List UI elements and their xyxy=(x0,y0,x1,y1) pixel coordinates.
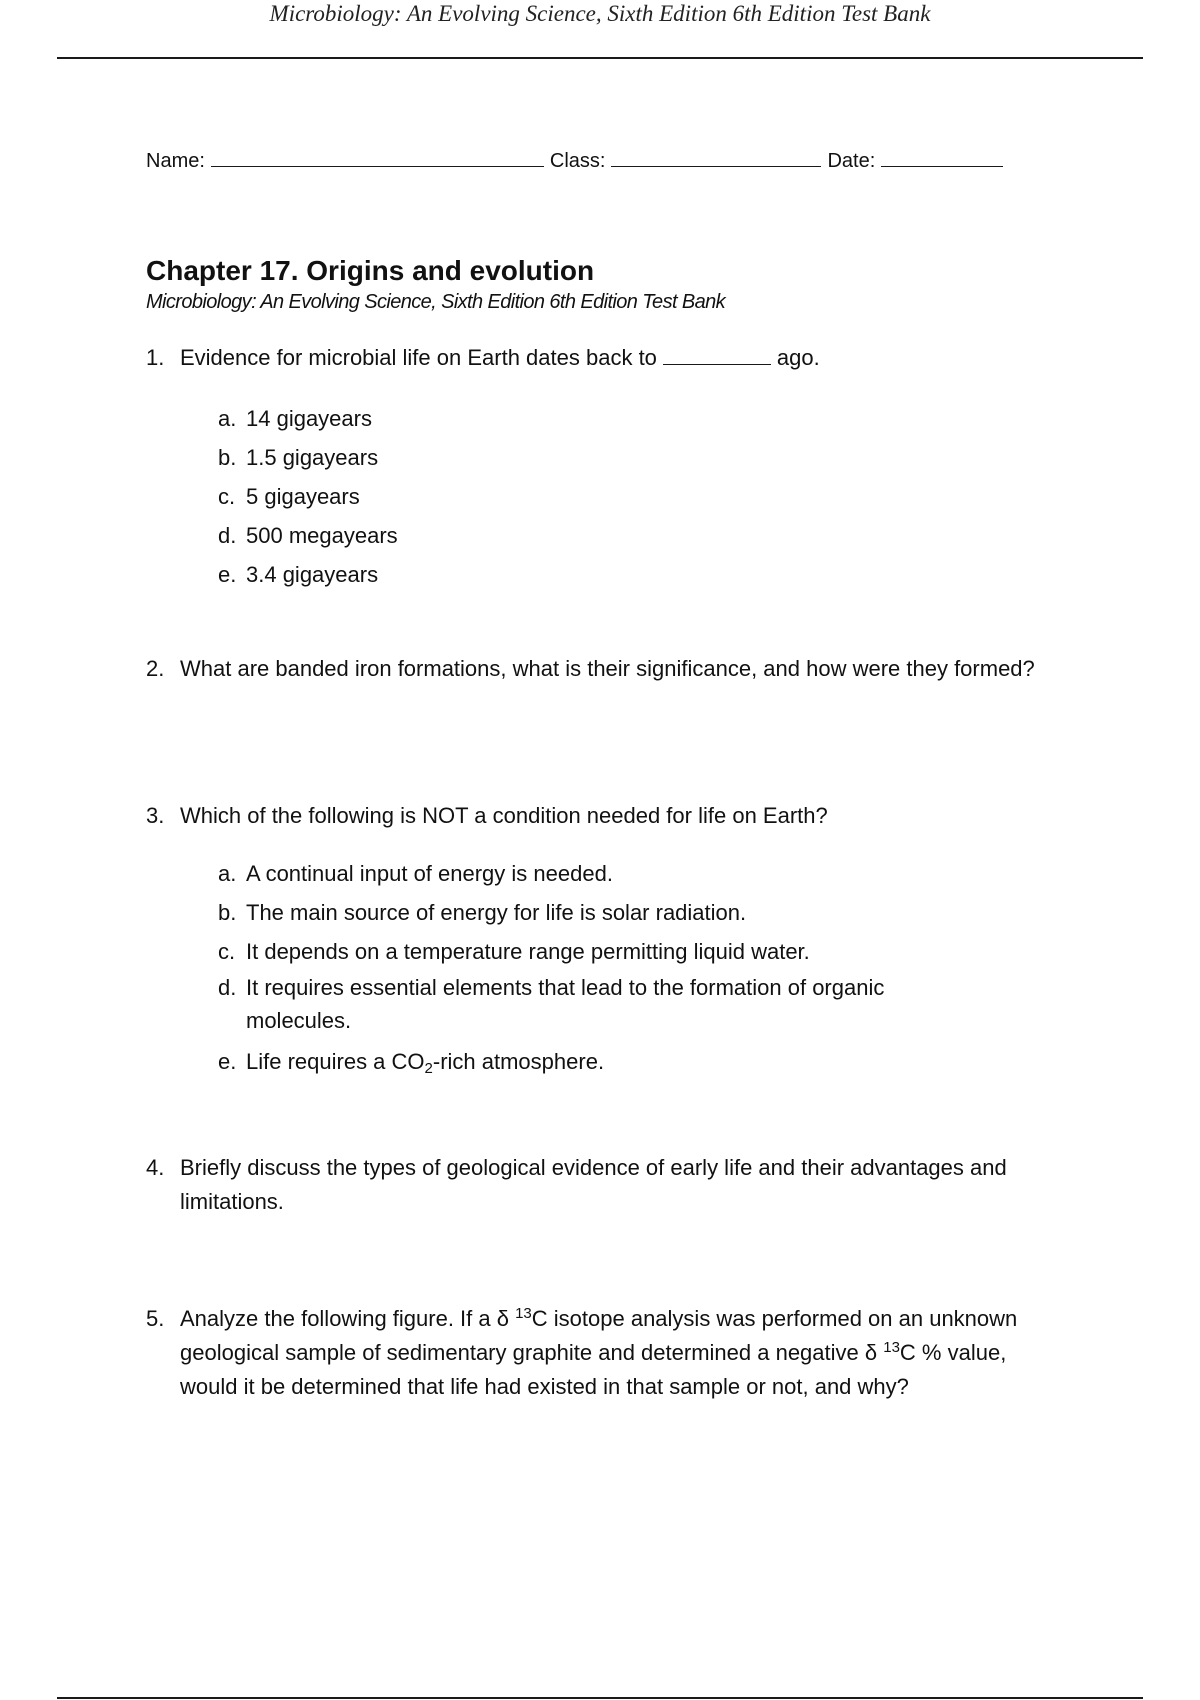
answer-blank[interactable] xyxy=(663,342,771,365)
answer-options xyxy=(218,399,978,594)
footer-divider xyxy=(57,1697,1143,1699)
answer-option[interactable] xyxy=(218,932,978,971)
question-2 xyxy=(146,652,1046,686)
answer-option[interactable] xyxy=(218,1042,978,1081)
student-info-fields xyxy=(146,144,1009,175)
option-text-part: Life requires a CO xyxy=(246,1049,425,1074)
question-text: What are banded iron formations, what is their significance, and how were they formed? xyxy=(180,656,1035,681)
answer-option[interactable] xyxy=(218,477,978,516)
name-blank[interactable] xyxy=(211,144,544,167)
option-text: 500 megayears xyxy=(246,523,398,548)
option-text: 3.4 gigayears xyxy=(246,562,379,587)
option-label: c. xyxy=(218,939,236,964)
question-number: 4. xyxy=(146,1155,165,1180)
subscript: 2 xyxy=(424,1060,433,1077)
option-text: 14 gigayears xyxy=(246,406,372,431)
option-text: It depends on a temperature range permitting liquid water. xyxy=(246,939,810,964)
question-text xyxy=(180,1302,1046,1404)
option-text xyxy=(246,1049,605,1077)
option-label: e. xyxy=(218,1049,237,1074)
question-1 xyxy=(146,341,1046,594)
question-number: 5. xyxy=(146,1306,165,1331)
chapter-title: Chapter 17. Origins and evolution xyxy=(146,255,595,286)
date-blank[interactable] xyxy=(881,144,1003,167)
class-blank[interactable] xyxy=(611,144,821,167)
answer-options xyxy=(218,854,978,1081)
answer-option[interactable] xyxy=(218,893,978,932)
running-header: Microbiology: An Evolving Science, Sixth Edition 6th Edition Test Bank xyxy=(269,1,931,26)
question-text: Which of the following is NOT a condition needed for life on Earth? xyxy=(180,803,828,828)
option-text: 5 gigayears xyxy=(246,484,360,509)
answer-option[interactable] xyxy=(218,555,978,594)
name-label: Name: xyxy=(146,150,205,172)
question-5 xyxy=(146,1302,1046,1404)
question-text-part: C % value, would it be determined that life had existed in that sample or not, and why? xyxy=(180,1340,1007,1399)
option-label: a. xyxy=(218,406,237,431)
question-text-after-blank: ago. xyxy=(776,345,820,370)
superscript: 13 xyxy=(883,1339,900,1356)
option-label: c. xyxy=(218,484,236,509)
answer-option[interactable] xyxy=(218,971,978,1037)
option-text: It requires essential elements that lead to the formation of organic molecules. xyxy=(246,975,885,1033)
date-label: Date: xyxy=(827,150,876,172)
option-text: The main source of energy for life is solar radiation. xyxy=(246,900,747,925)
question-number: 3. xyxy=(146,803,165,828)
question-text-part: C isotope analysis was performed on an unknown geological sample of sedimentary graphite and determined a negative δ xyxy=(180,1306,1018,1365)
question-3 xyxy=(146,799,1046,1081)
option-label: b. xyxy=(218,900,237,925)
question-text-part: Analyze the following figure. If a δ xyxy=(180,1306,516,1331)
answer-option[interactable] xyxy=(218,438,978,477)
question-text xyxy=(180,341,1046,375)
question-4 xyxy=(146,1151,1046,1219)
superscript: 13 xyxy=(515,1305,532,1322)
chapter-subtitle: Microbiology: An Evolving Science, Sixth Edition 6th Edition Test Bank xyxy=(146,291,726,313)
option-text-part: -rich atmosphere. xyxy=(432,1049,605,1074)
option-text: 1.5 gigayears xyxy=(246,445,379,470)
class-label: Class: xyxy=(549,150,606,172)
option-label: b. xyxy=(218,445,237,470)
question-number: 1. xyxy=(146,345,165,370)
option-label: d. xyxy=(218,975,237,1000)
question-number: 2. xyxy=(146,656,165,681)
answer-option[interactable] xyxy=(218,516,978,555)
question-text: Briefly discuss the types of geological evidence of early life and their advantages and limitations. xyxy=(180,1155,1007,1214)
question-text-before-blank: Evidence for microbial life on Earth dates back to xyxy=(180,345,657,370)
answer-option[interactable] xyxy=(218,399,978,438)
option-label: a. xyxy=(218,861,237,886)
option-label: e. xyxy=(218,562,237,587)
header-divider xyxy=(57,57,1143,59)
option-text: A continual input of energy is needed. xyxy=(246,861,613,886)
answer-option[interactable] xyxy=(218,854,978,893)
option-label: d. xyxy=(218,523,237,548)
